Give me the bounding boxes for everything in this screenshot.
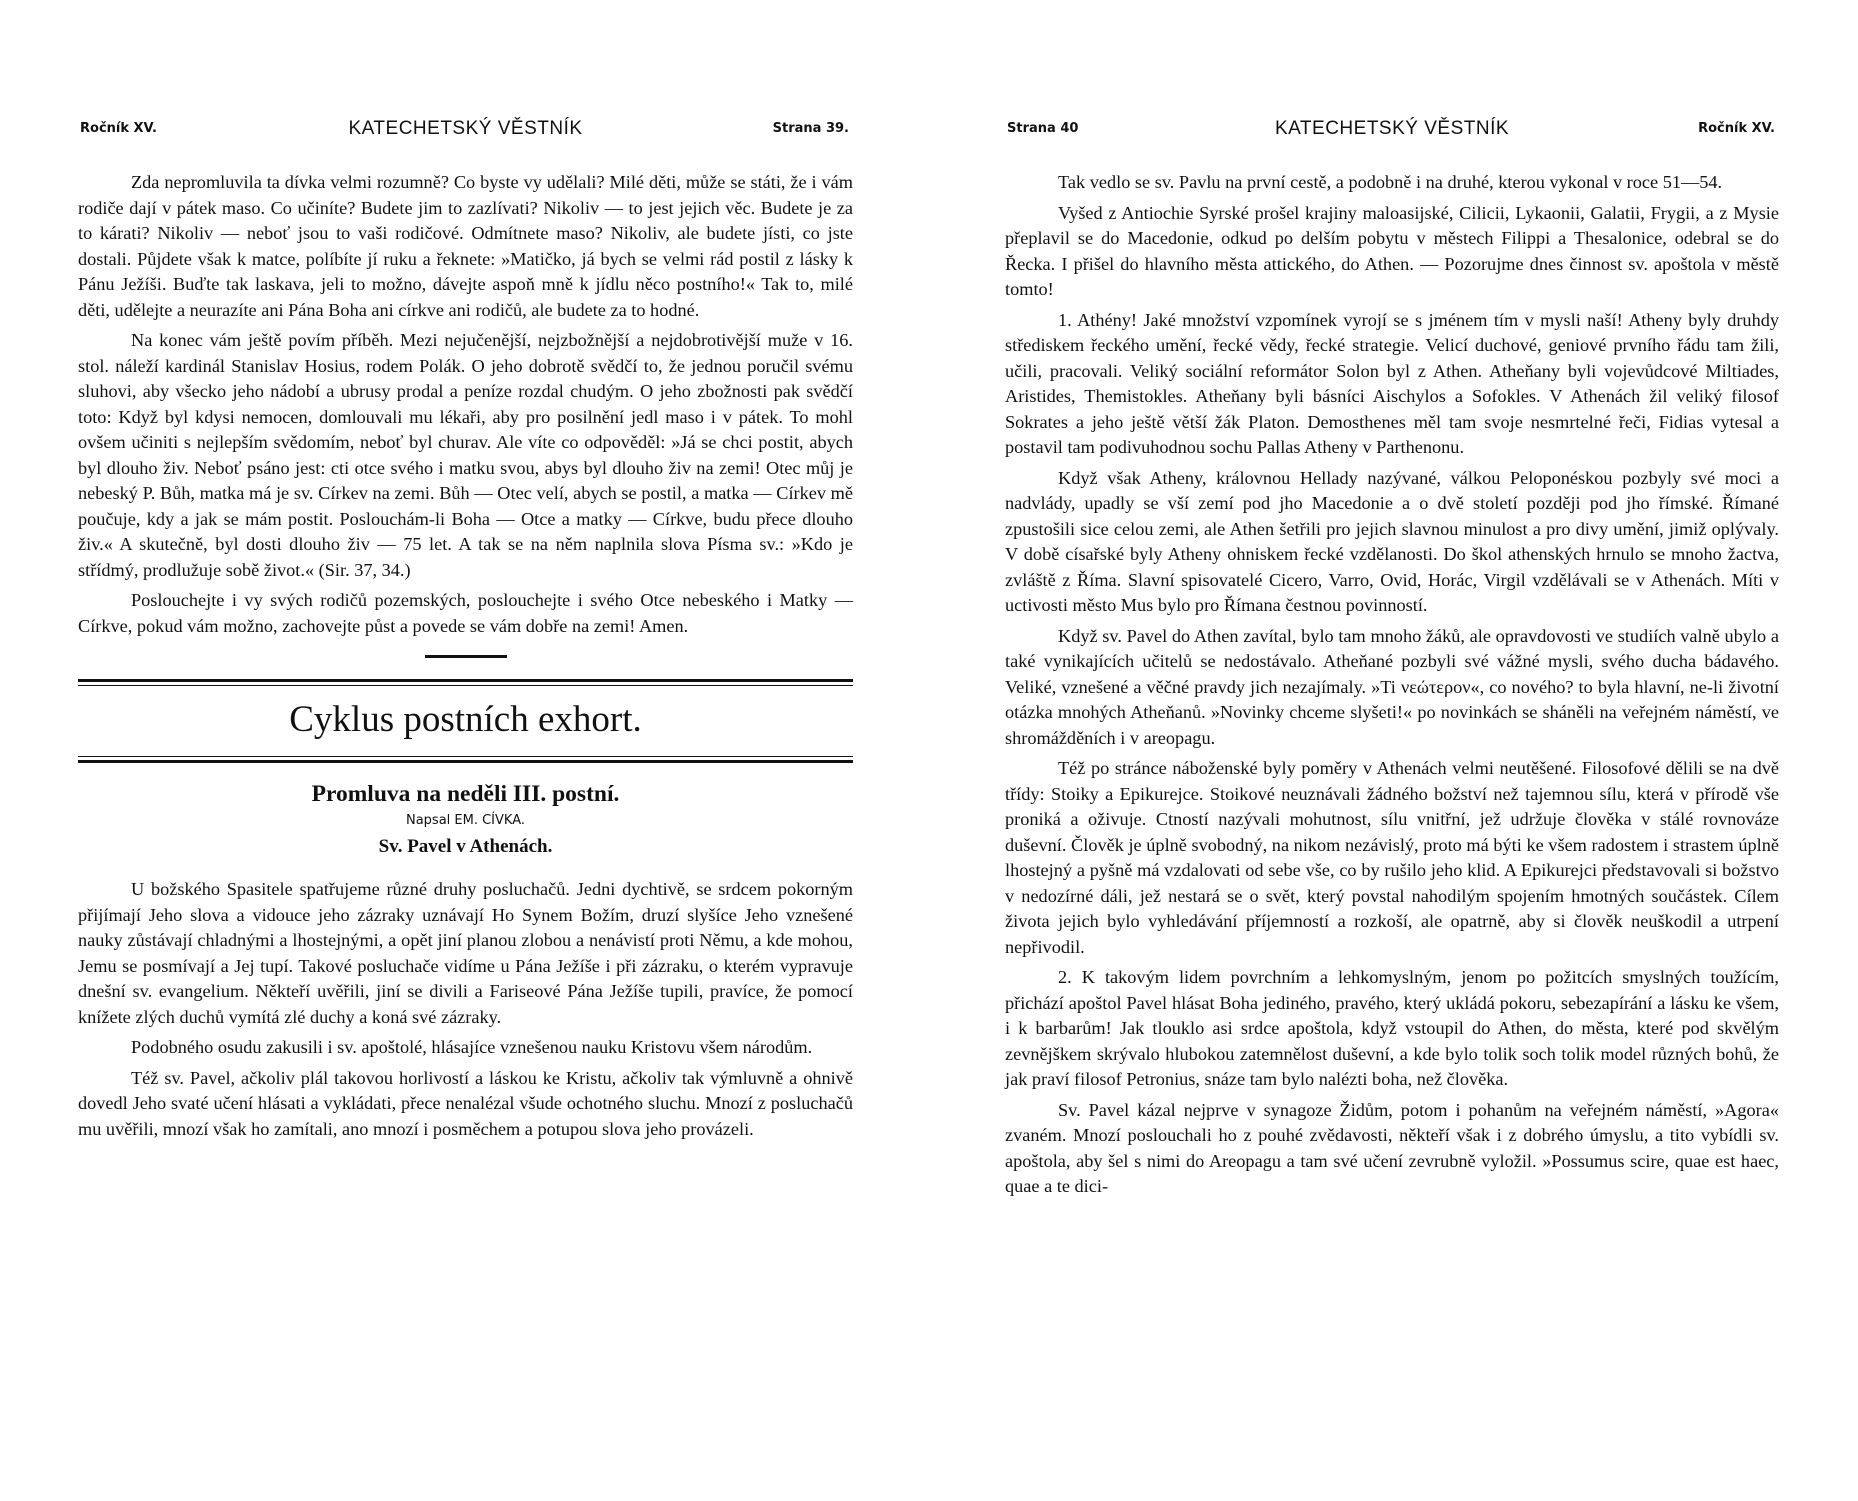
journal-title: KATECHETSKÝ VĚSTNÍK bbox=[348, 118, 583, 139]
paragraph: 1. Athény! Jaké množství vzpomínek vyrojí se s jménem tím v mysli naší! Atheny byly druhdy střediskem řeckého umění, řecké vědy, řecké strategie. Velicí duchové, geniové prvního řádu tam žili, učili, pracovali. Veliký sociální reformátor Solon byl z Athen. Atheňany byli vojevůdcové Miltiades, Aristides, Themistokles. Atheňany byli básníci Aischylos a Sofokles. V Athenách žil veliký filosof Sokrates a jeho ještě větší žák Platon. Demosthenes měl tam svoje nesmrtelné řeči, Fidias vytesal a postavil tam podivuhodnou sochu Pallas Atheny v Parthenonu. bbox=[1005, 309, 1779, 457]
page-number: Strana 40 bbox=[1007, 121, 1079, 136]
double-rule-bottom bbox=[78, 756, 853, 763]
page-number: Strana 39. bbox=[772, 121, 849, 136]
author-line: Napsal EM. CÍVKA. bbox=[405, 813, 526, 828]
paragraph: Podobného osudu zakusili i sv. apoštolé, hlásajíce vznešenou nauku Kristovu všem národům. bbox=[131, 1037, 813, 1057]
left-page bbox=[78, 0, 853, 1501]
paragraph: Když však Atheny, královnou Hellady nazývané, válkou Peloponéskou pozbyly své moci a nadvlády, upadly se vší zemí pod jho Macedonie a o dvě století později pod jho římské. Římané zpustošili sice celou zemi, ale Athen šetřili pro jejich slavnou minulost a pro divy umění, jimiž oplývaly. V době císařské byly Atheny ohniskem řecké vzdělanosti. Do škol athenských hrnulo se mnoho žactva, zvláště z Říma. Slavní spisovatelé Cicero, Varro, Ovid, Horác, Virgil vzdělávali se v Athenách. Míti v uctivosti město Mus bylo pro Římana čestnou povinností. bbox=[1005, 467, 1779, 615]
double-rule-top bbox=[78, 679, 853, 686]
left-page-text bbox=[78, 170, 853, 1147]
right-page-text bbox=[1005, 170, 1779, 1205]
paragraph: Poslouchejte i vy svých rodičů pozemských, poslouchejte i svého Otce nebeského i Matky — Církve, pokud vám možno, zachovejte půst a povede se vám dobře na zemi! Amen. bbox=[78, 590, 853, 636]
volume-number: Ročník XV. bbox=[80, 121, 157, 136]
paragraph: U božského Spasitele spatřujeme různé druhy posluchačů. Jedni dychtivě, se srdcem pokorným přijímají Jeho slova a vidouce jeho zázraky uznávají Ho Synem Božím, druzí slyšíce Jeho vznešené nauky zůstávají chladnými a lhostejnými, a opět jiní planou zlobou a nenávistí proti Němu, a kde mohou, Jemu se posmívají a Jej tupí. Takové posluchače vidíme u Pána Ježíše i při zázraku, o kterém vypravuje dnešní sv. evangelium. Někteří uvěřili, jiní se divili a Fariseové Pána Ježíše tupili, pravíce, že pomocí knížete zlých duchů vymítá zlé duchy a koná své zázraky. bbox=[78, 879, 853, 1027]
section-divider bbox=[425, 655, 507, 658]
paragraph: Zda nepromluvila ta dívka velmi rozumně? Co byste vy udělali? Milé děti, může se státi, že i vám rodiče dají v pátek maso. Co učiníte? Budete jim to zazlívati? Nikoliv — to jest jejich věc. Budete je za to kárati? Nikoliv — neboť jsou to vaši rodičové. Odmítnete maso? Nikoliv, ale budete jísti, co jste dostali. Půjdete však k matce, políbíte jí ruku a řeknete: »Matičko, já bych se velmi rád postil z lásky k Pánu Ježíši. Buďte tak laskava, jeli to možno, dávejte aspoň mně k jídlu něco postního!« Tak to, milé děti, udělejte a neurazíte ani Pána Boha ani církve ani rodičů, ale budete za to hodné. bbox=[78, 172, 853, 320]
journal-title: KATECHETSKÝ VĚSTNÍK bbox=[1274, 118, 1510, 139]
section-title: Cyklus postních exhort. bbox=[289, 699, 642, 740]
paragraph: Vyšed z Antiochie Syrské prošel krajiny maloasijské, Cilicii, Lykaonii, Galatii, Frygii, a z Mysie přeplavil se do Macedonie, odkud po delším pobytu v městech Filippi a Thesalonice, odebral se do Řecka. I přišel do hlavního města attického, do Athen. — Pozorujme dnes činnost sv. apoštola v městě tomto! bbox=[1005, 202, 1779, 299]
paragraph: 2. K takovým lidem povrchním a lehkomyslným, jenom po požitcích smyslných toužícím, přichází apoštol Pavel hlásat Boha jediného, pravého, který ukládá pokoru, sebezapírání a lásku ke všem, i k barbarům! Jak tlouklo asi srdce apoštola, když vstoupil do Athen, do města, které pod skvělým zevnějškem skrývalo hlubokou zatemnělost duševní, a kde bylo tolik soch tolik model různých bohů, že jak praví filosof Petronius, snáze tam bylo nalézti boha, než člověka. bbox=[1005, 967, 1779, 1089]
sermon-title: Promluva na neděli III. postní. bbox=[311, 781, 620, 807]
right-page bbox=[1005, 0, 1779, 1501]
paragraph: Sv. Pavel kázal nejprve v synagoze Židům, potom i pohanům na veřejném náměstí, »Agora« zvaném. Mnozí poslouchali ho z pouhé zvědavosti, někteří však i z dobrého úmyslu, a tito vybídli sv. apoštola, aby šel s nimi do Areopagu a tam své učení zevrubně vyložil. »Possumus scire, quae est haec, quae a te dici- bbox=[1005, 1099, 1779, 1196]
paragraph: Na konec vám ještě povím příběh. Mezi nejučenější, nejzbožnější a nejdobrotivější muže v 16. stol. náleží kardinál Stanislav Hosius, rodem Polák. O jeho dobrotě svědčí to, že jednou poručil svému sluhovi, aby všecko jeho nádobí a ubrusy prodal a peníze rozdal chudým. O jeho zbožnosti pak svědčí toto: Když byl kdysi nemocen, domlouvali mu lékaři, aby pro posilnění jedl maso i v pátek. To mohl ovšem učiniti s nejlepším svědomím, neboť byl churav. Ale víte co odpověděl: »Já se chci postit, abych byl dlouho živ. Neboť psáno jest: cti otce svého i matku svou, abys byl dlouho živ na zemi! Otec můj je nebeský P. Bůh, matka má je sv. Církev na zemi. Bůh — Otec velí, abych se postil, a matka — Církev mě poučuje, kdy a jak se mám postit. Poslouchám-li Boha — Otce a matky — Církve, budu přece dlouho živ.« A skutečně, byl dosti dlouho živ — 75 let. A tak se na něm naplnila slova Písma sv.: »Kdo je střídmý, prodlužuje sobě život.« (Sir. 37, 34.) bbox=[78, 330, 853, 580]
paragraph: Když sv. Pavel do Athen zavítal, bylo tam mnoho žáků, ale opravdovosti ve studiích valně ubylo a také vynikajících učitelů se nedostávalo. Atheňané pozbyli své vážné mysli, svého ducha bádavého. Veliké, vznešené a věčné pravdy jich nezajímaly. »Ti νεώτερον«, co nového? to byla hlavní, ne-li životní otázka mnohých Atheňanů. »Novinky chceme slyšeti!« po novinkách se sháněli na veřejném náměstí, ve shromážděních i v areopagu. bbox=[1005, 625, 1779, 748]
paragraph: Též sv. Pavel, ačkoliv plál takovou horlivostí a láskou ke Kristu, ačkoliv tak výmluvně a ohnivě dovedl Jeho svaté učení hlásati a vykládati, přece nenalézal všude ochotného sluchu. Mnozí z posluchačů mu uvěřili, mnozí však ho zamítali, ano mnozí i posměchem a potupou slova jeho provázeli. bbox=[78, 1067, 853, 1139]
paragraph: Též po stránce náboženské byly poměry v Athenách velmi neutěšené. Filosofové dělili se na dvě třídy: Stoiky a Epikurejce. Stoikové neuznávali žádného božství než tajemnou sílu, která v přírodě vše proniká a oživuje. Ctností nazývali mohutnost, sílu vnitřní, jež udržuje člověka v stálé rovnováze duševní. Člověk je úplně svobodný, na nikom nezávislý, proto má býti ke všem radostem i strastem úplně lhostejný a pyšně má vzdalovati od sebe vše, co by rušilo jeho klid. A Epikurejci představovali si božstvo v nedozírné dáli, jež nestará se o svět, který povstal nahodilým spojením hmotných součástek. Cílem života jejich bylo vyhledávání příjemností a rozkoší, ale opatrně, aby si člověk neuškodil a utrpení nepřivodil. bbox=[1005, 758, 1779, 957]
running-head-left bbox=[78, 118, 853, 142]
paragraph: Tak vedlo se sv. Pavlu na první cestě, a podobně i na druhé, kterou vykonal v roce 51—54. bbox=[1058, 172, 1723, 192]
running-head-right bbox=[1005, 118, 1779, 142]
subject-line: Sv. Pavel v Athenách. bbox=[378, 836, 553, 857]
volume-number: Ročník XV. bbox=[1698, 121, 1775, 136]
